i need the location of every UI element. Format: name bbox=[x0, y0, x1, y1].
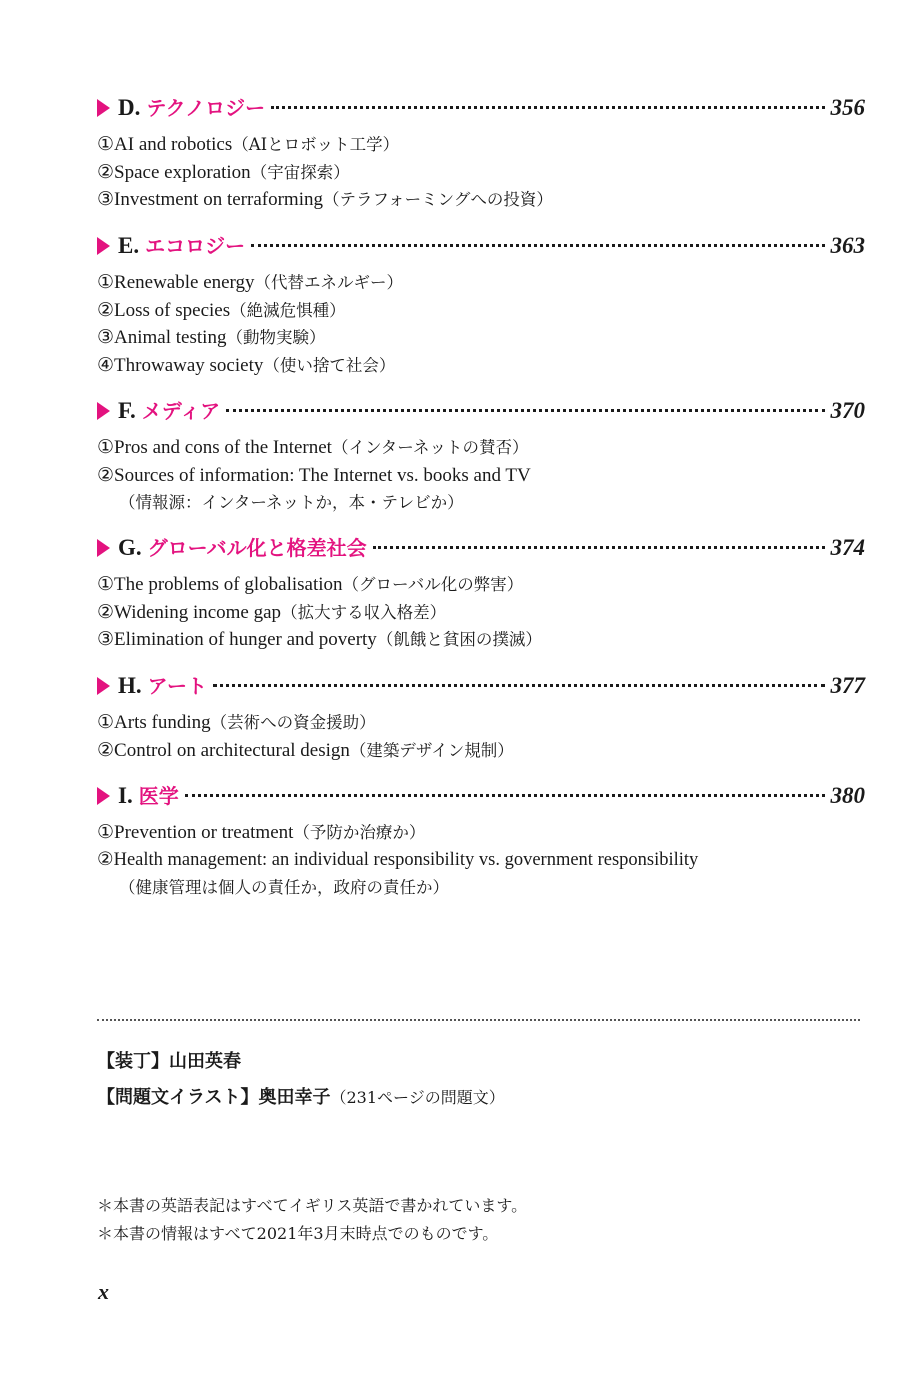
credit-illustration: 【問題文イラスト】奥田幸子（231ページの問題文） bbox=[97, 1087, 505, 1108]
triangle-bullet-icon bbox=[97, 237, 110, 255]
toc-item[interactable]: ②Control on architectural design（建築デザイン規制） bbox=[97, 739, 514, 761]
section-title: 医学 bbox=[138, 784, 179, 808]
section-title: グローバル化と格差社会 bbox=[147, 536, 367, 560]
section-page-number: 370 bbox=[830, 398, 865, 423]
section-heading[interactable] bbox=[97, 395, 865, 425]
triangle-bullet-icon bbox=[97, 677, 110, 695]
section-page-number: 377 bbox=[830, 673, 865, 698]
section-heading[interactable] bbox=[97, 532, 865, 562]
toc-item[interactable]: ②Loss of species（絶滅危惧種） bbox=[97, 299, 346, 321]
section-i bbox=[97, 780, 865, 902]
toc-item[interactable]: ②Sources of information: The Internet vs. books and TV bbox=[97, 464, 531, 486]
leader-dots bbox=[213, 684, 824, 687]
footnote: ＊本書の情報はすべて2021年3月末時点でのものです。 bbox=[97, 1224, 499, 1243]
section-heading[interactable] bbox=[97, 780, 865, 810]
section-e bbox=[97, 230, 865, 379]
triangle-bullet-icon bbox=[97, 99, 110, 117]
section-title: エコロジー bbox=[145, 234, 246, 258]
toc-item[interactable]: ③Elimination of hunger and poverty（飢餓と貧困の撲滅） bbox=[97, 629, 542, 650]
toc-item[interactable]: ①Renewable energy（代替エネルギー） bbox=[97, 272, 404, 293]
toc-item[interactable]: ①Arts funding（芸術への資金援助） bbox=[97, 712, 376, 733]
credit-design: 【装丁】山田英春 bbox=[97, 1051, 241, 1072]
section-page-number: 356 bbox=[830, 95, 865, 120]
toc-item-translation: （健康管理は個人の責任か，政府の責任か） bbox=[119, 878, 449, 897]
section-title: メディア bbox=[141, 399, 221, 423]
section-title: アート bbox=[147, 674, 208, 698]
section-heading[interactable] bbox=[97, 92, 865, 122]
section-g bbox=[97, 532, 865, 654]
section-heading[interactable] bbox=[97, 230, 865, 260]
section-page-number: 363 bbox=[830, 233, 865, 258]
leader-dots bbox=[271, 106, 824, 109]
section-page-number: 380 bbox=[830, 783, 865, 808]
leader-dots bbox=[185, 794, 825, 797]
toc-item-translation: （情報源：インターネットか，本・テレビか） bbox=[119, 493, 464, 512]
section-f bbox=[97, 395, 865, 517]
section-letter: G. bbox=[118, 535, 142, 560]
dotted-divider bbox=[97, 1019, 860, 1021]
leader-dots bbox=[373, 546, 825, 549]
section-letter: F. bbox=[118, 398, 136, 423]
toc-item[interactable]: ①Pros and cons of the Internet（インターネットの賛否） bbox=[97, 437, 529, 458]
section-d bbox=[97, 92, 865, 214]
toc-item[interactable]: ②Widening income gap（拡大する収入格差） bbox=[97, 601, 447, 623]
section-letter: H. bbox=[118, 673, 142, 698]
section-heading[interactable] bbox=[97, 670, 865, 700]
triangle-bullet-icon bbox=[97, 787, 110, 805]
triangle-bullet-icon bbox=[97, 539, 110, 557]
section-letter: I. bbox=[118, 783, 133, 808]
page-folio: x bbox=[98, 1279, 109, 1304]
section-page-number: 374 bbox=[830, 535, 865, 560]
section-letter: E. bbox=[118, 233, 140, 258]
footnote: ＊本書の英語表記はすべてイギリス英語で書かれています。 bbox=[97, 1196, 528, 1215]
leader-dots bbox=[226, 409, 824, 412]
toc-item[interactable]: ②Space exploration（宇宙探索） bbox=[97, 161, 350, 183]
toc-item[interactable]: ①The problems of globalisation（グローバル化の弊害） bbox=[97, 574, 524, 595]
toc-item[interactable]: ②Health management: an individual responsibility vs. government responsibility bbox=[97, 849, 699, 870]
toc-item[interactable]: ①AI and robotics（AIとロボット工学） bbox=[97, 134, 400, 155]
toc-item[interactable]: ④Throwaway society（使い捨て社会） bbox=[97, 354, 396, 376]
leader-dots bbox=[251, 244, 824, 247]
toc-item[interactable]: ①Prevention or treatment（予防か治療か） bbox=[97, 822, 426, 843]
triangle-bullet-icon bbox=[97, 402, 110, 420]
section-title: テクノロジー bbox=[146, 96, 266, 120]
section-letter: D. bbox=[118, 95, 141, 120]
toc-item[interactable]: ③Investment on terraforming（テラフォーミングへの投資） bbox=[97, 189, 553, 210]
credit-illustration-note: （231ページの問題文） bbox=[330, 1088, 505, 1107]
toc-item[interactable]: ③Animal testing（動物実験） bbox=[97, 327, 326, 348]
section-h bbox=[97, 670, 865, 764]
